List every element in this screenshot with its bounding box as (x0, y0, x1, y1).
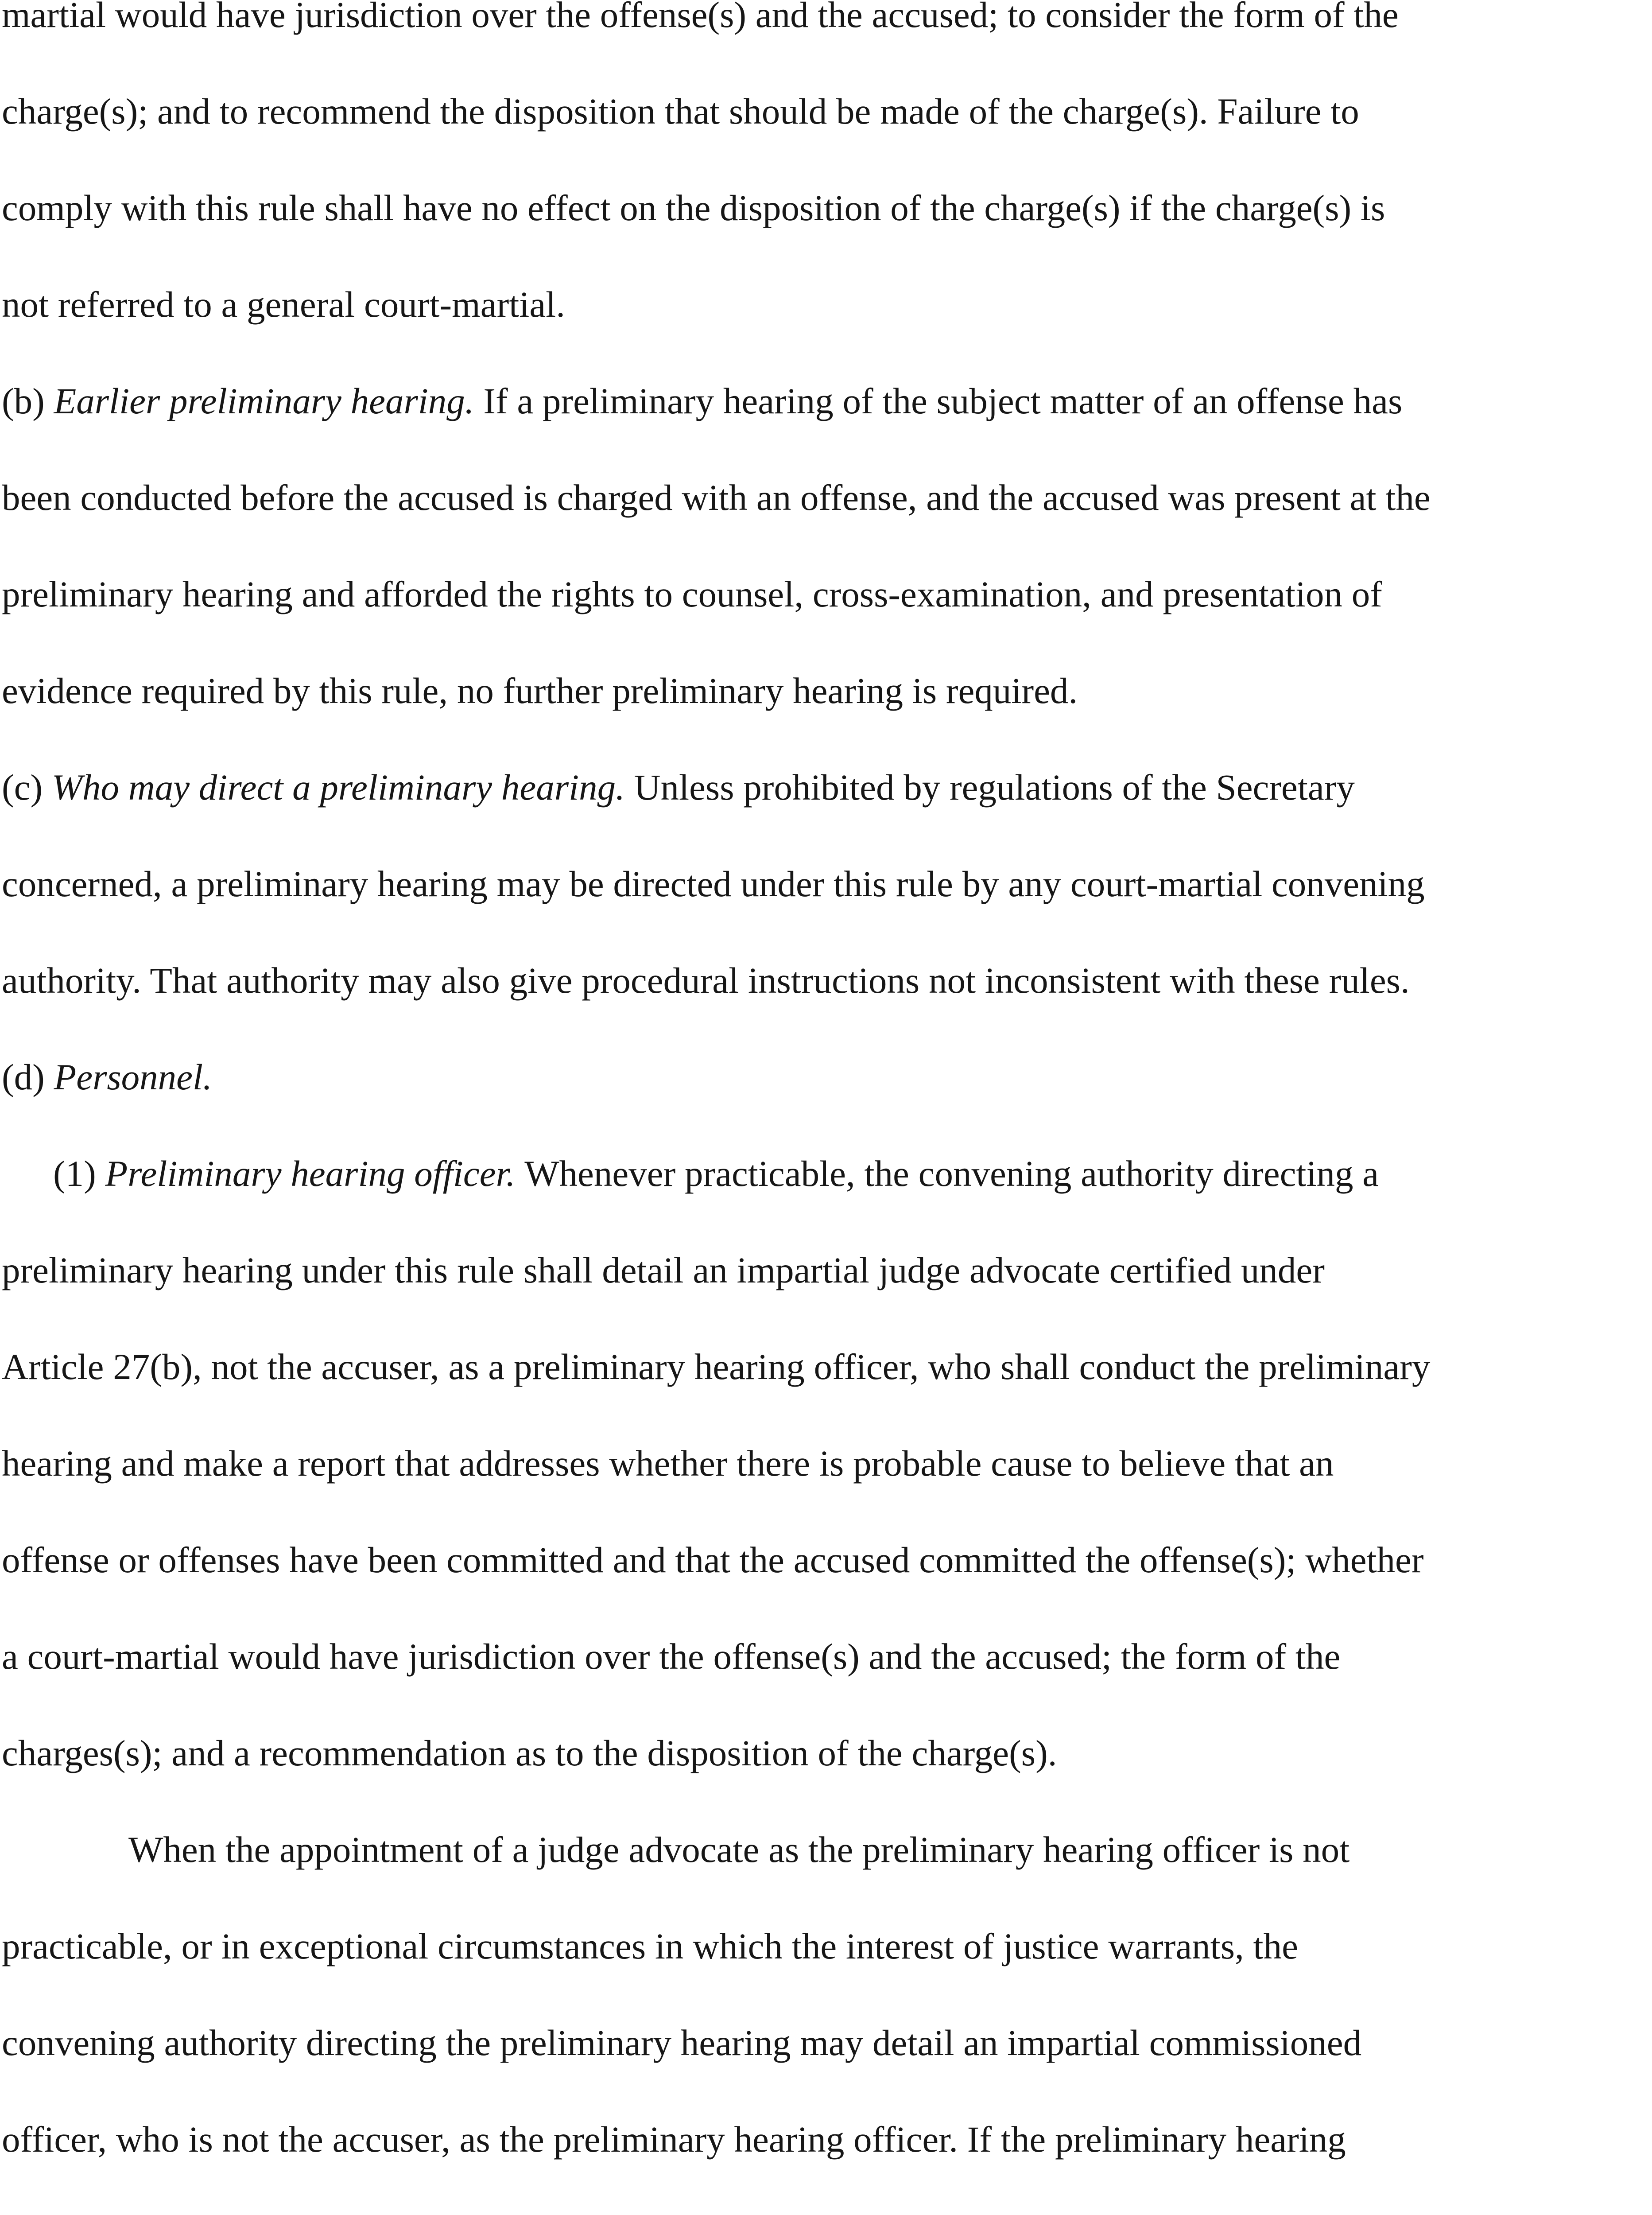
line-text: a court-martial would have jurisdiction over the offense(s) and the accused; the form of the (2, 1636, 1341, 1677)
text-line (2, 1539, 1640, 1586)
text-line (2, 2121, 1640, 2165)
text-line (2, 1445, 1640, 1489)
text-line (2, 479, 1640, 524)
paragraph-d-heading-line (2, 1059, 1640, 1103)
text-line (2, 1348, 1640, 1393)
line-text: been conducted before the accused is charged with an offense, and the accused was present at the (2, 477, 1431, 518)
line-text: convening authority directing the preliminary hearing may detail an impartial commissioned (2, 2022, 1362, 2063)
text-line (2, 2022, 1640, 2069)
text-line (2, 1638, 1640, 1683)
line-text: preliminary hearing under this rule shall detail an impartial judge advocate certified under (2, 1250, 1325, 1290)
line-text: authority. That authority may also give procedural instructions not inconsistent with these rules. (2, 960, 1410, 1001)
line-text: martial would have jurisdiction over the offense(s) and the accused; to consider the form of the (2, 0, 1399, 35)
paragraph-marker: (b) (2, 381, 45, 421)
text-line (2, 1928, 1640, 1972)
line-text: not referred to a general court-martial. (2, 284, 565, 325)
text-line (2, 93, 1640, 137)
line-text: practicable, or in exceptional circumstances in which the interest of justice warrants, the (2, 1926, 1298, 1966)
paragraph-heading: Preliminary hearing officer. (105, 1153, 516, 1194)
text-line (2, 672, 1640, 717)
line-text: comply with this rule shall have no effect on the disposition of the charge(s) if the charge(s) is (2, 187, 1385, 228)
paragraph-c-first-line (2, 769, 1640, 813)
text-line (2, 962, 1640, 1006)
line-text: hearing and make a report that addresses whether there is probable cause to believe that an (2, 1443, 1334, 1484)
paragraph-d1-first-line (53, 1155, 1652, 1200)
line-text: If a preliminary hearing of the subject matter of an offense has (483, 381, 1403, 421)
line-text: offense or offenses have been committed and that the accused committed the offense(s); whether (2, 1539, 1424, 1580)
text-line (2, 576, 1640, 620)
line-text: charges(s); and a recommendation as to the disposition of the charge(s). (2, 1733, 1057, 1773)
text-line (128, 1831, 1652, 1876)
text-line (2, 1252, 1640, 1296)
line-text: charge(s); and to recommend the disposition that should be made of the charge(s). Failure to (2, 91, 1359, 132)
line-text: evidence required by this rule, no further preliminary hearing is required. (2, 670, 1078, 711)
line-text: concerned, a preliminary hearing may be directed under this rule by any court-martial convening (2, 863, 1425, 904)
paragraph-marker: (1) (53, 1153, 96, 1194)
line-text: Whenever practicable, the convening authority directing a (524, 1153, 1379, 1194)
text-line (2, 0, 1640, 41)
text-line (2, 286, 1640, 330)
line-text: officer, who is not the accuser, as the preliminary hearing officer. If the preliminary hearing (2, 2119, 1346, 2160)
line-text: Article 27(b), not the accuser, as a preliminary hearing officer, who shall conduct the preliminary (2, 1346, 1431, 1387)
paragraph-heading: Personnel. (54, 1057, 212, 1097)
paragraph-marker: (c) (2, 767, 43, 808)
text-line (2, 187, 1640, 234)
paragraph-b-first-line (2, 383, 1640, 427)
paragraph-heading: Earlier preliminary hearing. (54, 381, 474, 421)
line-text: preliminary hearing and afforded the rights to counsel, cross-examination, and presentation of (2, 574, 1382, 614)
text-line (2, 863, 1640, 910)
paragraph-marker: (d) (2, 1057, 45, 1097)
text-line (2, 1735, 1640, 1779)
line-text: When the appointment of a judge advocate as the preliminary hearing officer is not (128, 1829, 1350, 1870)
line-text: Unless prohibited by regulations of the Secretary (634, 767, 1355, 808)
paragraph-heading: Who may direct a preliminary hearing. (51, 767, 625, 808)
